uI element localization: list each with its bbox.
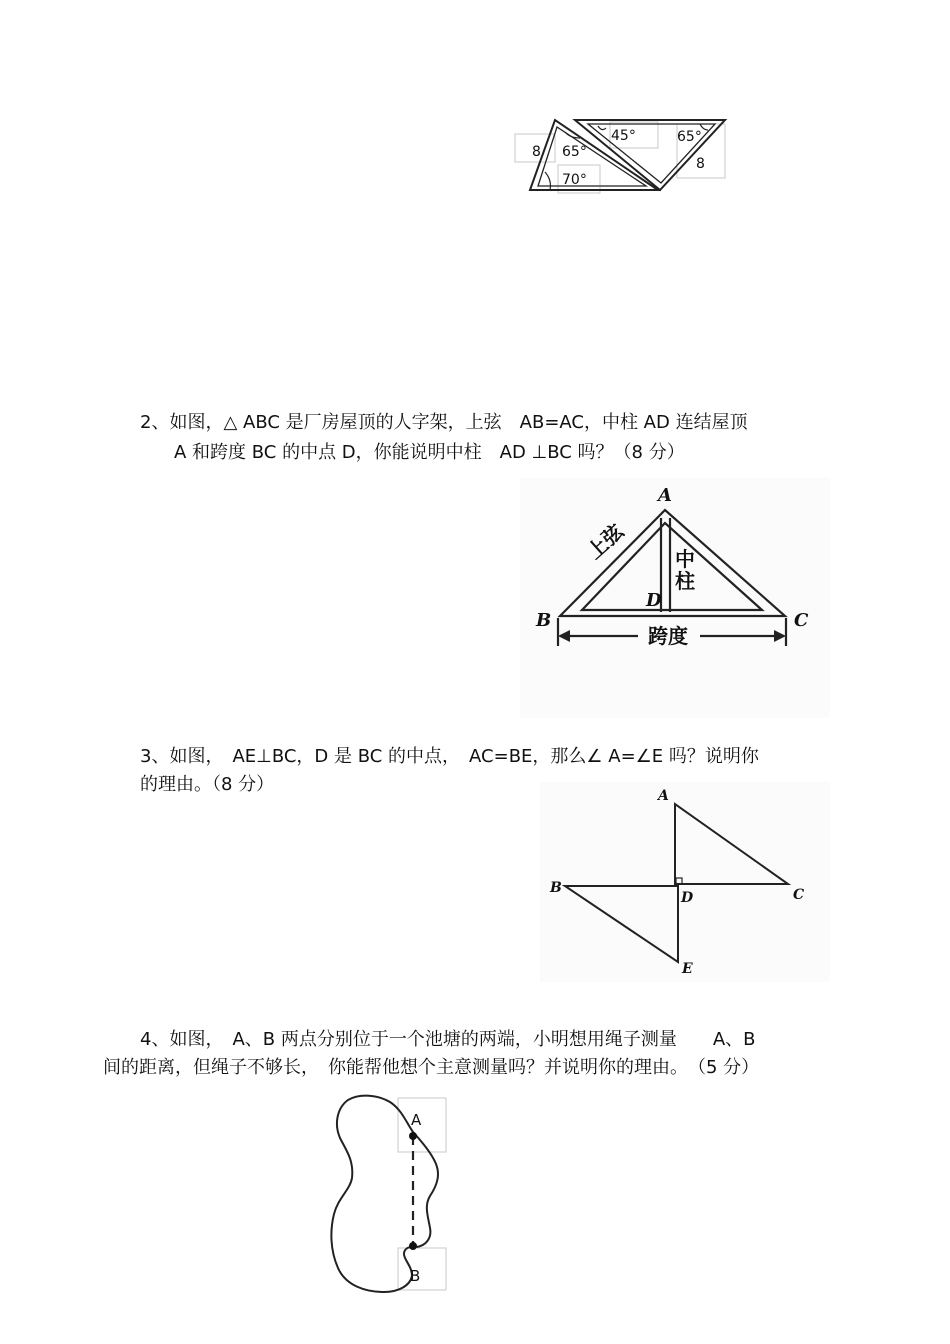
fig1-angle-left-bottom: 70° — [562, 172, 587, 188]
figure-roof-truss — [520, 478, 830, 718]
truss-label-span: 跨度 — [648, 624, 688, 648]
q2-line1: 2、如图，△ ABC 是厂房屋顶的人字架，上弦 AB=AC，中柱 AD 连结屋顶 — [140, 412, 748, 433]
truss-label-center-post-2: 柱 — [675, 569, 695, 593]
truss-label-a: A — [658, 485, 672, 506]
figure-pond — [320, 1090, 460, 1300]
q3-line1: 3、如图， AE⊥BC，D 是 BC 的中点， AC=BE，那么∠ A=∠E 吗？说明你 — [140, 746, 759, 767]
fig1-angle-right-left: 45° — [611, 128, 636, 144]
fig1-side-left: 8 — [532, 144, 541, 160]
point-b-dot — [409, 1242, 417, 1250]
pond-label-b: B — [410, 1267, 421, 1285]
cross-label-c: C — [793, 887, 805, 903]
figure-two-triangles — [510, 110, 735, 200]
truss-label-b: B — [536, 610, 552, 631]
truss-label-c: C — [794, 610, 809, 631]
q3-line2: 的理由。（8 分） — [140, 774, 275, 795]
fig1-side-right: 8 — [696, 156, 705, 172]
truss-label-upper-chord: 上弦 — [582, 519, 629, 564]
figure-crossing-triangles — [540, 782, 830, 982]
truss-label-center-post-1: 中 — [675, 547, 695, 571]
q2-line2: A 和跨度 BC 的中点 D，你能说明中柱 AD ⊥BC 吗？（8 分） — [174, 442, 685, 463]
cross-label-d: D — [681, 890, 694, 906]
cross-label-e: E — [682, 961, 693, 977]
q4-line2: 间的距离，但绳子不够长， 你能帮他想个主意测量吗？并说明你的理由。 （5 分） — [103, 1057, 760, 1078]
point-a-dot — [409, 1132, 417, 1140]
pond-label-a: A — [411, 1111, 422, 1129]
truss-label-d: D — [646, 590, 662, 611]
pond-outline — [331, 1096, 438, 1292]
cross-label-a: A — [658, 788, 669, 804]
fig1-angle-left-top: 65° — [562, 144, 587, 160]
cross-label-b: B — [550, 880, 562, 896]
q4-line1: 4、如图， A、B 两点分别位于一个池塘的两端，小明想用绳子测量 A、B — [140, 1029, 756, 1050]
right-triangle — [575, 120, 725, 190]
fig1-angle-right-right: 65° — [677, 129, 702, 145]
